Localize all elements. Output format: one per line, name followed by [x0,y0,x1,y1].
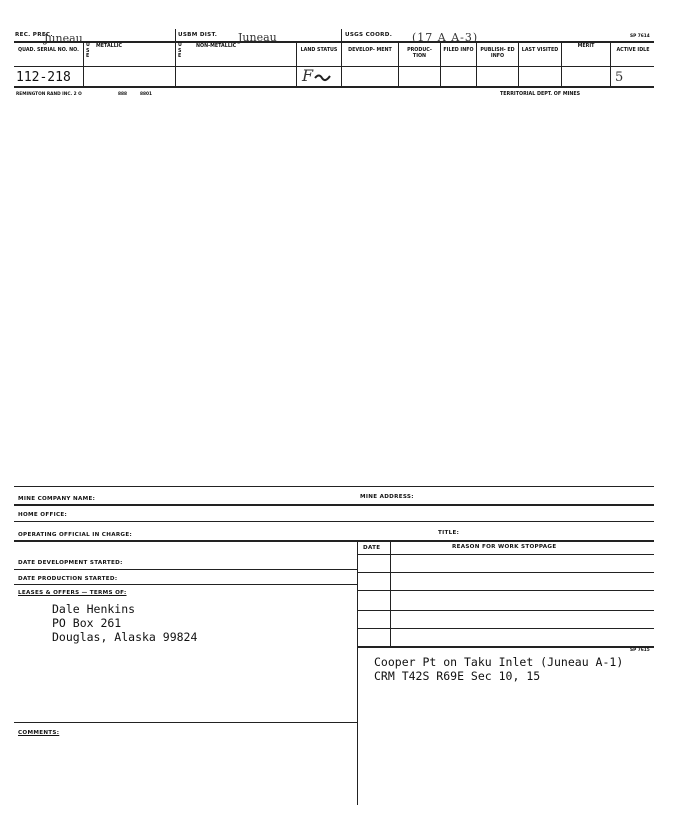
stoppage-rule [357,646,654,648]
date-production-label: DATE PRODUCTION STARTED: [18,576,118,582]
territorial-dept: TERRITORIAL DEPT. OF MINES [500,92,581,97]
col-divider [518,41,519,86]
title-label: TITLE: [438,530,460,536]
col-published-info: PUBLISH- ED INFO [480,48,515,59]
usgs-coord-value: (17 A A-3) [412,31,479,44]
usbm-dist-value: Juneau [238,31,277,44]
left-rule [14,722,357,723]
bottom-rule [14,504,654,506]
location-line-1: Cooper Pt on Taku Inlet (Juneau A-1) [374,655,624,669]
mine-address-label: MINE ADDRESS: [360,494,414,500]
rec-prec-value: Juneau [44,32,83,45]
date-header: DATE [363,545,381,551]
stoppage-rule [357,590,654,591]
stoppage-rule [357,610,654,611]
col-quad-serial: QUAD. SERIAL NO. NO. [18,48,79,53]
land-status-scribble-icon [314,72,332,82]
bottom-rule [14,540,654,542]
col-metallic: METALLIC [96,44,123,49]
col-use-nonmetallic: U S E [178,43,182,60]
col-development: DEVELOP- MENT [348,48,392,53]
printer-code-1: 888 [118,92,127,97]
rec-prec-label: REC. PREC. [15,32,53,38]
stoppage-rule [357,628,654,629]
col-divider [561,41,562,86]
top-rule-3 [14,86,654,88]
stoppage-rule [357,572,654,573]
col-production: PRODUC- TION [407,48,432,59]
lessee-line-2: PO Box 261 [52,616,122,630]
bottom-form-number: SP 7615 [630,648,650,653]
col-last-visited: LAST VISITED [521,48,559,53]
col-non-metallic: NON-METALLIC [196,44,237,49]
col-divider [440,41,441,86]
bottom-rule [14,486,654,487]
printer-code-2: 8801 [140,92,152,97]
col-use-metallic: U S E [86,43,90,60]
home-office-label: HOME OFFICE: [18,512,68,518]
date-development-label: DATE DEVELOPMENT STARTED: [18,560,123,566]
col-divider [398,41,399,86]
quad-number: 112-218 [16,70,71,85]
col-divider [83,41,84,86]
bottom-rule [14,521,654,522]
center-divider [357,540,358,805]
col-divider [341,29,342,86]
printer-imprint: REMINGTON RAND INC. 2 O [16,92,82,97]
active-idle-value: 5 [615,70,624,85]
col-land-status: LAND STATUS [300,48,338,53]
left-rule [14,569,357,570]
location-line-2: CRM T42S R69E Sec 10, 15 [374,669,541,683]
top-form-number: SP 7614 [630,34,650,39]
operating-official-label: OPERATING OFFICIAL IN CHARGE: [18,532,132,538]
left-rule [14,584,357,585]
reason-header: REASON FOR WORK STOPPAGE [452,544,557,550]
col-divider [610,41,611,86]
top-rule-1 [14,41,654,43]
usgs-coord-label: USGS COORD. [345,32,393,38]
col-divider [296,41,297,86]
date-divider [390,540,391,646]
col-divider [476,41,477,86]
lessee-line-1: Dale Henkins [52,602,136,616]
col-merit: MERIT [577,44,595,49]
col-active-idle: ACTIVE IDLE [616,48,650,53]
lessee-line-3: Douglas, Alaska 99824 [52,630,198,644]
usbm-dist-label: USBM DIST. [178,32,218,38]
top-rule-2 [14,66,654,67]
col-filed-info: FILED INFO [443,48,474,53]
stoppage-rule [357,554,654,555]
mine-company-name-label: MINE COMPANY NAME: [18,496,96,502]
col-divider [175,29,176,86]
land-status-value: F [302,66,314,85]
leases-offers-label: LEASES & OFFERS — TERMS OF: [18,590,127,596]
comments-label: COMMENTS: [18,730,60,736]
